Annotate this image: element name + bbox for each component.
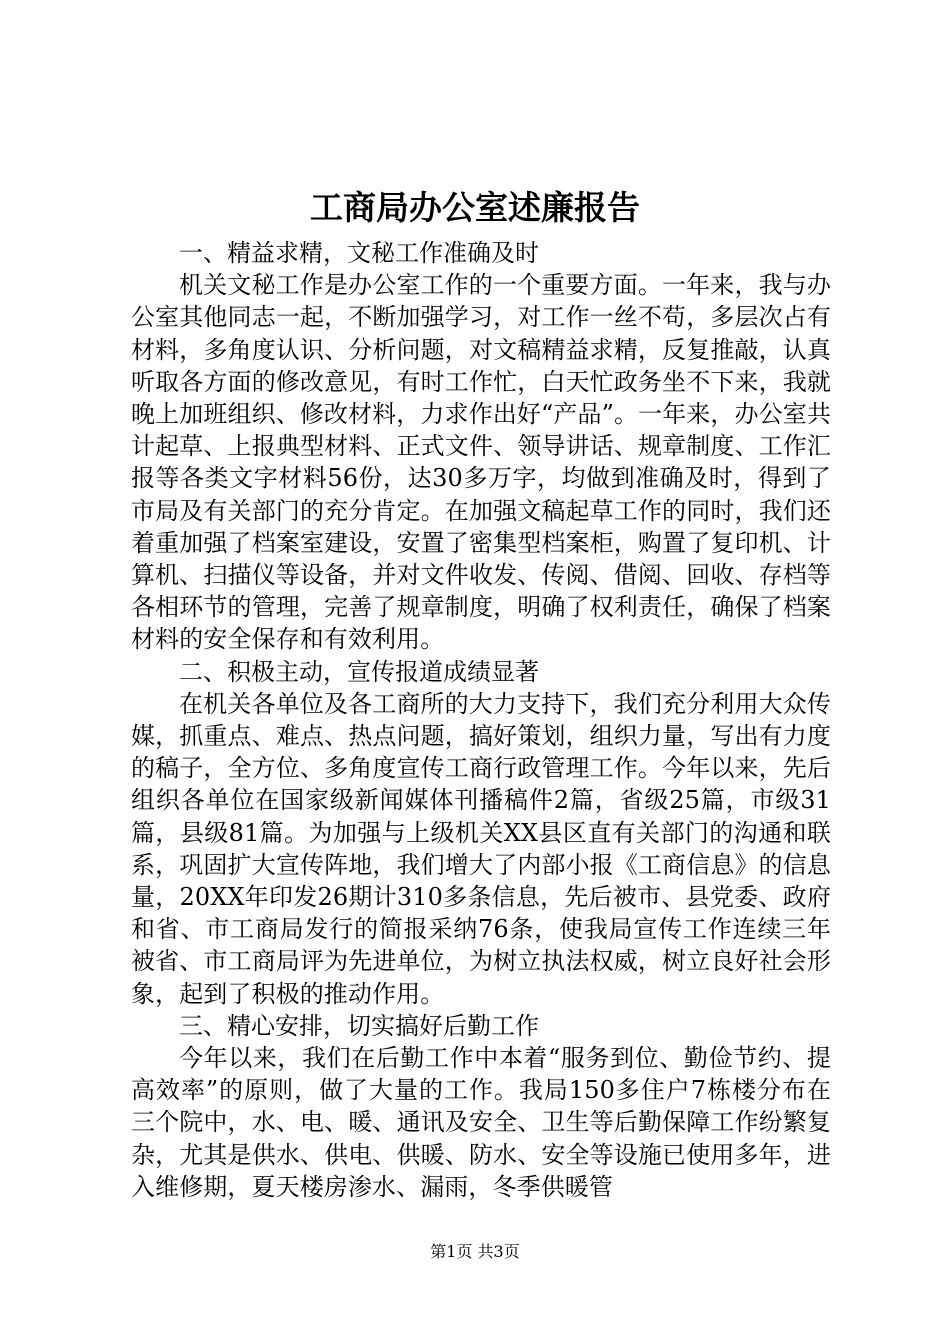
document-body xyxy=(131,237,831,1203)
document-title: 工商局办公室述廉报告 xyxy=(310,188,640,227)
body-paragraph: 今年以来，我们在后勤工作中本着“服务到位、勤俭节约、提高效率”的原则，做了大量的工作。我局150多住户7栋楼分布在三个院中，水、电、暖、通讯及安全、卫生等后勤保障工作纷繁复杂，尤其是供水、供电、供暖、防水、安全等设施已使用多年，进入维修期，夏天楼房渗水、漏雨，冬季供暖管 xyxy=(131,1044,831,1201)
body-paragraph: 机关文秘工作是办公室工作的一个重要方面。一年来，我与办公室其他同志一起，不断加强学习，对工作一丝不苟，多层次占有材料，多角度认识、分析问题，对文稿精益求精，反复推敲，认真听取各方面的修改意见，有时工作忙，白天忙政务坐不下来，我就晚上加班组织、修改材料，力求作出好“产品”。一年来，办公室共计起草、上报典型材料、正式文件、领导讲话、规章制度、工作汇报等各类文字材料56份，达30多万字，均做到准确及时，得到了市局及有关部门的充分肯定。在加强文稿起草工作的同时，我们还着重加强了档案室建设，安置了密集型档案柜，购置了复印机、计算机、扫描仪等设备，并对文件收发、传阅、借阅、回收、存档等各相环节的管理，完善了规章制度，明确了权利责任，确保了档案材料的安全保存和有效利用。 xyxy=(131,271,831,654)
section-heading: 三、精心安排，切实搞好后勤工作 xyxy=(179,1011,539,1040)
section-heading: 二、积极主动，宣传报道成绩显著 xyxy=(179,657,539,686)
page-footer: 第1页 共3页 xyxy=(430,1242,520,1261)
body-paragraph: 在机关各单位及各工商所的大力支持下，我们充分利用大众传媒，抓重点、难点、热点问题，搞好策划，组织力量，写出有力度的稿子，全方位、多角度宣传工商行政管理工作。今年以来，先后组织各单位在国家级新闻媒体刊播稿件2篇，省级25篇，市级31篇，县级81篇。为加强与上级机关XX县区直有关部门的沟通和联系，巩固扩大宣传阵地，我们增大了内部小报《工商信息》的信息量，20XX年印发26期计310多条信息，先后被市、县党委、政府和省、市工商局发行的简报采纳76条，使我局宣传工作连续三年被省、市工商局评为先进单位，为树立执法权威，树立良好社会形象，起到了积极的推动作用。 xyxy=(131,689,831,1008)
section-heading: 一、精益求精，文秘工作准确及时 xyxy=(179,239,539,267)
